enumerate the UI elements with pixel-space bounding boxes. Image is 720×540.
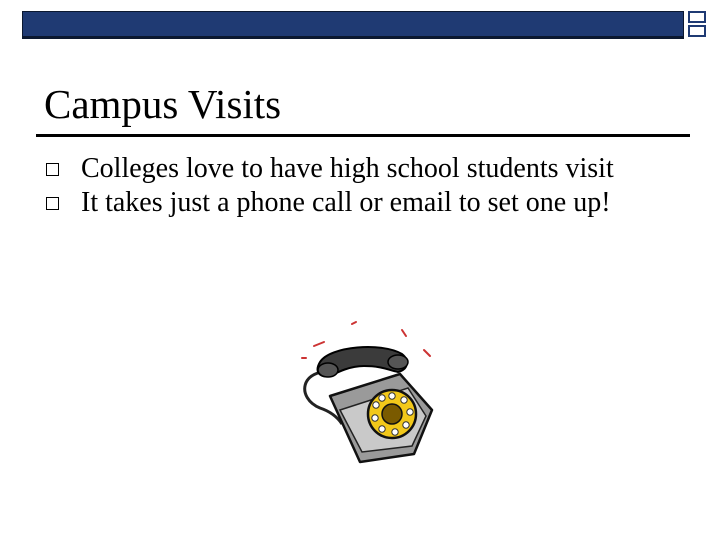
- header-bar-fill: [22, 11, 684, 37]
- corner-square-icon: [688, 25, 706, 37]
- bullet-list: [44, 152, 684, 220]
- header-bar: [22, 11, 684, 39]
- bullet-text: It takes just a phone call or email to set one up!: [81, 187, 611, 218]
- corner-square-icon: [688, 11, 706, 23]
- hollow-square-icon: [46, 163, 59, 176]
- corner-decoration: [688, 11, 708, 39]
- hollow-square-icon: [46, 197, 59, 210]
- title-underline: [36, 134, 690, 137]
- bullet-item: [44, 186, 684, 220]
- header-bar-stripe: [22, 37, 684, 39]
- bullet-item: [44, 152, 684, 186]
- slide-title: Campus Visits: [44, 81, 282, 127]
- ringing-rotary-phone-icon: [290, 318, 440, 468]
- bullet-text: Colleges love to have high school students visit: [81, 153, 614, 184]
